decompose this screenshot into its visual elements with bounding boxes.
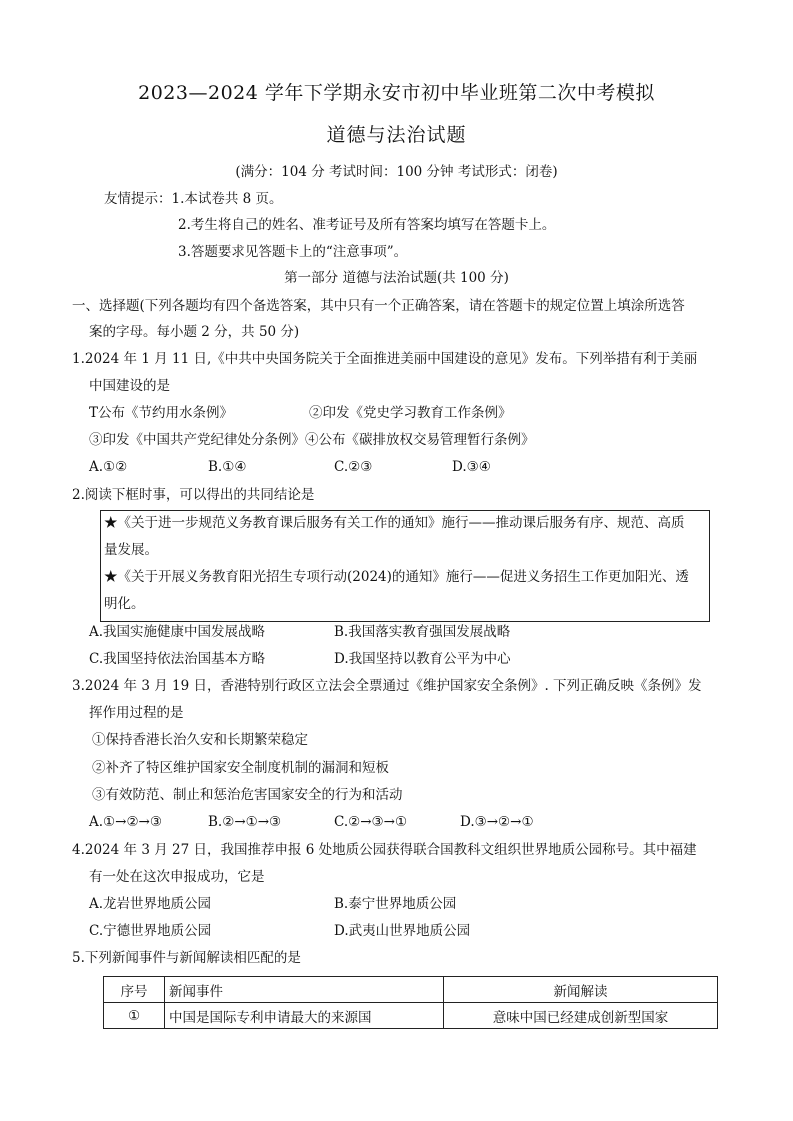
q1-choice-b: B.①④ xyxy=(208,459,247,475)
q4-stem-line1: 4.2024 年 3 月 27 日，我国推荐申报 6 处地质公园获得联合国教科文组织世界地质公园称号。其中福建 xyxy=(72,842,697,858)
q2-box-line4: 明化。 xyxy=(104,596,145,612)
q3-choice-c: C.②→③→① xyxy=(334,814,408,830)
exam-title: 2023—2024 学年下学期永安市初中毕业班第二次中考模拟 xyxy=(138,82,655,104)
q3-choice-a: A.①→②→③ xyxy=(89,814,162,830)
section-intro-line1: 一、选择题(下列各题均有四个备选答案，其中只有一个正确答案，请在答题卡的规定位置上填涂所选答 xyxy=(72,298,685,314)
header-index: 序号 xyxy=(104,977,165,1003)
table-header-row xyxy=(104,977,718,1003)
q1-option-1: T公布《节约用水条例》 xyxy=(89,405,234,421)
tip-3: 3.答题要求见答题卡上的“注意事项”。 xyxy=(178,244,408,260)
q2-box-line1: ★《关于进一步规范义务教育课后服务有关工作的通知》施行——推动课后服务有序、规范、高质 xyxy=(104,515,685,531)
q2-choice-d: D.我国坚持以教育公平为中心 xyxy=(334,651,511,667)
q1-choice-d: D.③④ xyxy=(452,459,491,475)
q1-stem-line2: 中国建设的是 xyxy=(89,378,170,394)
q1-option-2: ②印发《党史学习教育工作条例》 xyxy=(309,405,512,421)
exam-subtitle: 道德与法治试题 xyxy=(326,124,467,146)
q1-choice-c: C.②③ xyxy=(334,459,373,475)
row-index: ① xyxy=(104,1003,165,1029)
part1-heading: 第一部分 道德与法治试题(共 100 分) xyxy=(284,270,509,286)
q1-choice-a: A.①② xyxy=(89,459,128,475)
q4-choice-d: D.武夷山世界地质公园 xyxy=(334,923,471,939)
q2-choice-c: C.我国坚持依法治国基本方略 xyxy=(89,651,266,667)
tip-1: 友情提示：1.本试卷共 8 页。 xyxy=(104,191,283,207)
q3-choice-d: D.③→②→① xyxy=(460,814,534,830)
q1-stem-line1: 1.2024 年 1 月 11 日,《中共中央国务院关于全面推进美丽中国建设的意见》发布。下列举措有利于美丽 xyxy=(72,351,698,367)
q3-item-3: ③有效防范、制止和惩治危害国家安全的行为和活动 xyxy=(92,787,403,803)
q3-stem-line1: 3.2024 年 3 月 19 日，香港特别行政区立法会全票通过《维护国家安全条例》. 下列正确反映《条例》发 xyxy=(72,678,702,694)
q3-item-1: ①保持香港长治久安和长期繁荣稳定 xyxy=(92,732,308,748)
q2-box-line3: ★《关于开展义务教育阳光招生专项行动(2024)的通知》施行——促进义务招生工作更加阳光、透 xyxy=(104,569,689,585)
q4-choice-c: C.宁德世界地质公园 xyxy=(89,923,212,939)
q4-stem-line2: 有一处在这次申报成功，它是 xyxy=(89,869,265,885)
table-row xyxy=(104,1003,718,1029)
header-interpretation: 新闻解读 xyxy=(444,977,718,1003)
q5-stem: 5.下列新闻事件与新闻解读相匹配的是 xyxy=(72,950,301,966)
q3-stem-line2: 挥作用过程的是 xyxy=(89,705,184,721)
q2-choice-b: B.我国落实教育强国发展战略 xyxy=(334,624,511,640)
exam-info: (满分：104 分 考试时间：100 分钟 考试形式：闭卷) xyxy=(235,164,558,180)
header-event: 新闻事件 xyxy=(165,977,444,1003)
q5-news-table xyxy=(103,976,718,1029)
q2-box-line2: 量发展。 xyxy=(104,542,158,558)
q4-choice-a: A.龙岩世界地质公园 xyxy=(89,896,212,912)
section-intro-line2: 案的字母。每小题 2 分，共 50 分) xyxy=(89,324,300,340)
q2-choice-a: A.我国实施健康中国发展战略 xyxy=(89,624,266,640)
q2-stem: 2.阅读下框时事，可以得出的共同结论是 xyxy=(72,487,315,503)
q3-item-2: ②补齐了特区维护国家安全制度机制的漏洞和短板 xyxy=(92,760,389,776)
tip-2: 2.考生将自己的姓名、准考证号及所有答案均填写在答题卡上。 xyxy=(178,217,556,233)
row-event: 中国是国际专利申请最大的来源国 xyxy=(165,1003,444,1029)
row-interpretation: 意味中国已经建成创新型国家 xyxy=(444,1003,718,1029)
q1-option-3-4: ③印发《中国共产党纪律处分条例》④公布《碳排放权交易管理暂行条例》 xyxy=(89,432,535,448)
q4-choice-b: B.泰宁世界地质公园 xyxy=(334,896,457,912)
q3-choice-b: B.②→①→③ xyxy=(208,814,282,830)
